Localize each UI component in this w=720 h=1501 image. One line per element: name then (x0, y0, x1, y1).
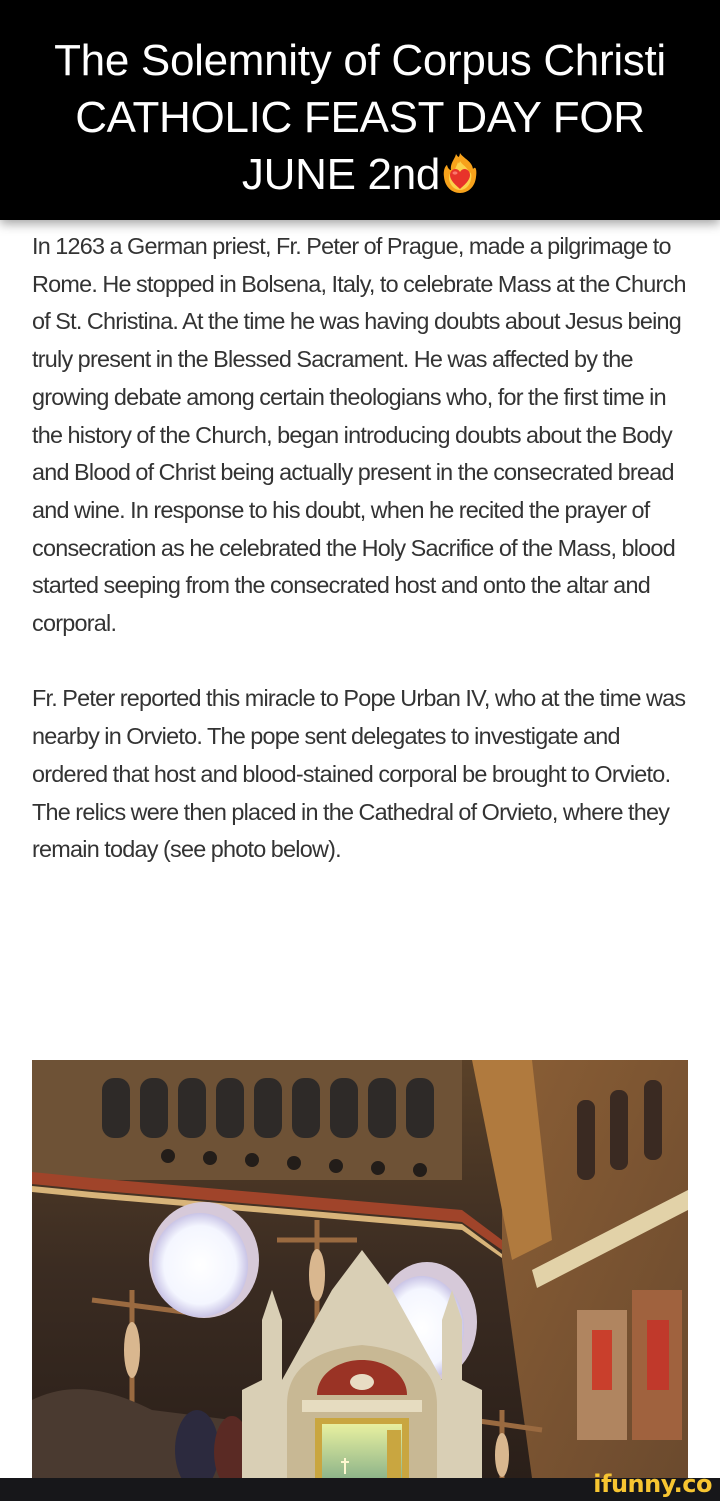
article-paragraph-relics: Fr. Peter reported this miracle to Pope Urban IV, who at the time was nearby in Orvieto. The pope sent delegates to investigate and ordered that host and blood-stained corporal be brought to Orvieto. The relics were then placed in the Cathedral of Orvieto, where they remain today (see photo below). (32, 685, 686, 863)
heart-on-fire-icon (442, 151, 478, 195)
title-text: The Solemnity of Corpus Christi CATHOLIC FEAST DAY FOR JUNE 2nd (54, 36, 666, 199)
page-title (15, 0, 705, 203)
article-body (32, 228, 692, 869)
watermark-text: ifunny.co (593, 1470, 712, 1498)
cathedral-photo (32, 1060, 688, 1478)
ifunny-watermark (593, 1470, 712, 1498)
cathedral-interior-image (32, 1060, 688, 1478)
title-banner (0, 0, 720, 220)
article-paragraph-miracle: In 1263 a German priest, Fr. Peter of Prague, made a pilgrimage to Rome. He stopped in Bolsena, Italy, to celebrate Mass at the Church of St. Christina. At the time he was having doubts about Jesus being truly present in the Blessed Sacrament. He was affected by the growing debate among certain theologians who, for the first time in the history of the Church, began introducing doubts about the Body and Blood of Christ being actually present in the consecrated bread and wine. In response to his doubt, when he recited the prayer of consecration as he celebrated the Holy Sacrifice of the Mass, blood started seeping from the consecrated host and onto the altar and corporal. (32, 233, 686, 637)
watermark-bar (0, 1470, 720, 1501)
